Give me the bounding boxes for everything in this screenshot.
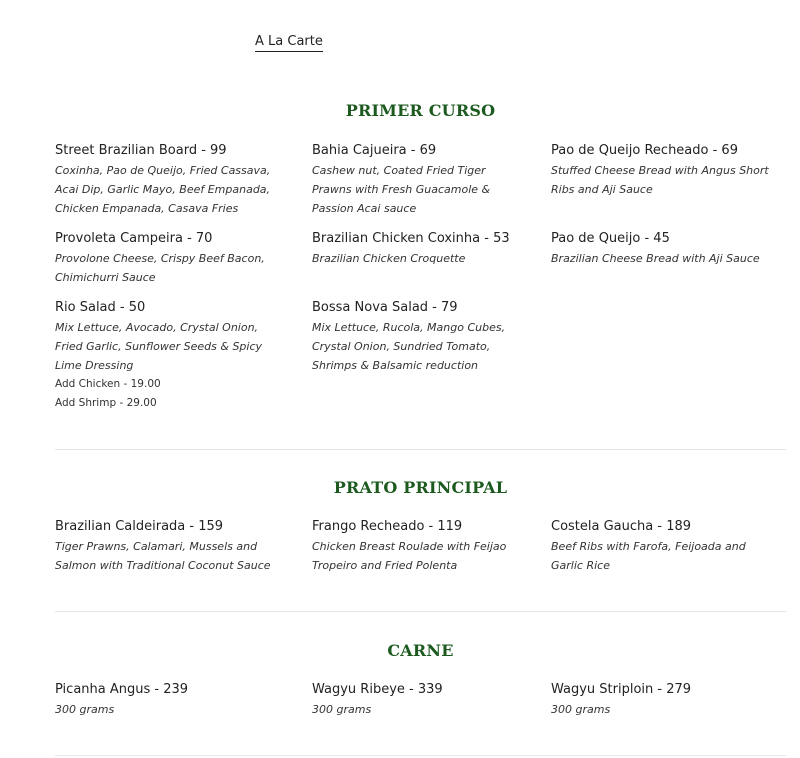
item-description: Brazilian Cheese Bread with Aji Sauce [551, 252, 760, 265]
menu-item [312, 299, 522, 375]
item-description: Chicken Breast Roulade with Feijao Tropeiro and Fried Polenta [312, 540, 507, 572]
tab-a-la-carte[interactable]: A La Carte [255, 34, 323, 52]
item-description: 300 grams [551, 703, 611, 716]
item-name: Pao de Queijo Recheado - 69 [551, 143, 738, 158]
section-divider [55, 449, 786, 450]
menu-item [312, 518, 522, 575]
section-divider [55, 755, 786, 756]
menu-item [551, 230, 781, 268]
item-description: Coxinha, Pao de Queijo, Fried Cassava, Acai Dip, Garlic Mayo, Beef Empanada, Chicken Empanada, Casava Fries [55, 164, 271, 215]
menu-item [55, 230, 285, 287]
item-name: Provoleta Campeira - 70 [55, 231, 213, 246]
menu-item [55, 518, 285, 575]
menu-item [55, 681, 285, 719]
item-name: Frango Recheado - 119 [312, 519, 463, 534]
item-name: Wagyu Ribeye - 339 [312, 682, 443, 697]
menu-item [551, 518, 781, 575]
item-name: Bahia Cajueira - 69 [312, 143, 437, 158]
menu-item [312, 681, 522, 719]
menu-item [551, 681, 781, 719]
section-title: PRIMER CURSO [345, 101, 496, 120]
menu-item [55, 299, 285, 413]
menu-item [312, 230, 522, 268]
item-addon: Add Chicken - 19.00 [55, 378, 161, 390]
item-description: Beef Ribs with Farofa, Feijoada and Garlic Rice [551, 540, 746, 572]
item-description: Brazilian Chicken Croquette [312, 252, 466, 265]
item-description: Stuffed Cheese Bread with Angus Short Ribs and Aji Sauce [551, 164, 769, 196]
item-description: 300 grams [312, 703, 372, 716]
item-description: 300 grams [55, 703, 115, 716]
menu-item [551, 142, 781, 199]
menu-item [312, 142, 522, 218]
item-description: Tiger Prawns, Calamari, Mussels and Salmon with Traditional Coconut Sauce [55, 540, 271, 572]
item-description: Cashew nut, Coated Fried Tiger Prawns with Fresh Guacamole & Passion Acai sauce [312, 164, 491, 215]
item-name: Pao de Queijo - 45 [551, 231, 670, 246]
item-name: Picanha Angus - 239 [55, 682, 189, 697]
item-name: Costela Gaucha - 189 [551, 519, 692, 534]
item-description: Mix Lettuce, Avocado, Crystal Onion, Fried Garlic, Sunflower Seeds & Spicy Lime Dressing [55, 321, 263, 372]
menu-item [55, 142, 285, 218]
section-divider [55, 611, 786, 612]
item-name: Wagyu Striploin - 279 [551, 682, 692, 697]
item-name: Brazilian Caldeirada - 159 [55, 519, 224, 534]
item-name: Street Brazilian Board - 99 [55, 143, 227, 158]
section-title: CARNE [387, 641, 454, 660]
item-name: Bossa Nova Salad - 79 [312, 300, 458, 315]
item-name: Rio Salad - 50 [55, 300, 146, 315]
item-name: Brazilian Chicken Coxinha - 53 [312, 231, 510, 246]
item-description: Provolone Cheese, Crispy Beef Bacon, Chimichurri Sauce [55, 252, 265, 284]
item-addon: Add Shrimp - 29.00 [55, 397, 157, 409]
section-title: PRATO PRINCIPAL [333, 478, 508, 497]
item-description: Mix Lettuce, Rucola, Mango Cubes, Crystal Onion, Sundried Tomato, Shrimps & Balsamic reduction [312, 321, 506, 372]
